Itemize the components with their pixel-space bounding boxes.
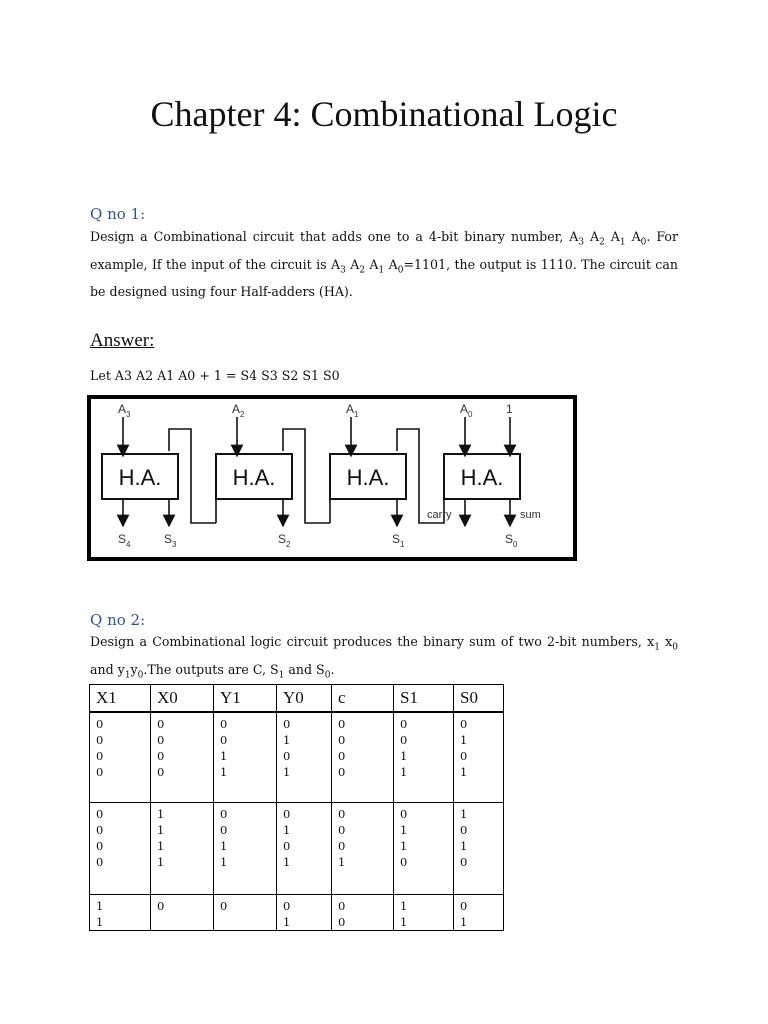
table-row xyxy=(90,803,504,895)
header-y1: Y1 xyxy=(214,685,277,713)
output-label-s4: $S_4$ xyxy=(118,532,131,549)
table-cell: 0 1 0 1 xyxy=(277,803,332,895)
input-label-a2: $A_2$ xyxy=(232,402,245,419)
table-cell: 0 0 0 0 xyxy=(151,712,214,803)
ha-label-1: H.A. xyxy=(118,465,162,490)
answer-equation: Let A3 A2 A1 A0 + 1 = S4 S3 S2 S1 S0 xyxy=(90,368,340,383)
question-1-heading: Q no 1: xyxy=(90,205,146,223)
table-header-row xyxy=(90,685,504,713)
header-s1: S1 xyxy=(394,685,454,713)
half-adder-circuit xyxy=(91,399,573,557)
header-c: c xyxy=(332,685,394,713)
question-1-text: Design a Combinational circuit that adds one to a 4-bit binary number, $A_3$ $A_2$ $A_1$ $A_0$. For example, If the input of the circuit is $A_3$ $A_2$ $A_1$ $A_0=1101$, the output is 1110. The circuit can be designed using four Half-adders (HA). xyxy=(90,229,678,300)
table-cell: 0 0 xyxy=(332,895,394,931)
output-label-s1: $S_1$ xyxy=(392,532,405,549)
table-cell: 0 1 0 1 xyxy=(454,712,504,803)
table-cell: 1 0 1 0 xyxy=(454,803,504,895)
ha-label-2: H.A. xyxy=(232,465,276,490)
table-cell: 0 0 0 1 xyxy=(332,803,394,895)
table-cell: 0 1 0 1 xyxy=(277,712,332,803)
input-label-one: 1 xyxy=(506,402,513,416)
table-cell: 1 1 1 1 xyxy=(151,803,214,895)
question-2-text: Design a Combinational logic circuit produces the binary sum of two 2-bit numbers, $x_1$ $x_0$ and $y_1y_0.The$ outputs are C, $S_1$ and $S_0$. xyxy=(90,634,678,681)
carry-label: carry xyxy=(427,509,452,521)
input-label-a1: $A_1$ xyxy=(346,402,359,419)
input-label-a0: $A_0$ xyxy=(460,402,473,419)
table-cell: 1 1 xyxy=(90,895,151,931)
table-cell: 1 1 xyxy=(394,895,454,931)
table-row xyxy=(90,712,504,803)
table-cell: 0 0 1 1 xyxy=(394,712,454,803)
ha-label-3: H.A. xyxy=(346,465,390,490)
output-label-s3: $S_3$ xyxy=(164,532,177,549)
table-cell: 0 0 1 1 xyxy=(214,712,277,803)
table-cell: 0 0 0 0 xyxy=(90,803,151,895)
table-cell: 0 xyxy=(214,895,277,931)
table-cell: 0 0 1 1 xyxy=(214,803,277,895)
table-row xyxy=(90,895,504,931)
table-cell: 0 1 1 0 xyxy=(394,803,454,895)
page-title: Chapter 4: Combinational Logic xyxy=(150,94,618,134)
question-2-heading: Q no 2: xyxy=(90,611,146,629)
header-x0: X0 xyxy=(151,685,214,713)
table-cell: 0 1 xyxy=(277,895,332,931)
ha-label-4: H.A. xyxy=(460,465,504,490)
header-y0: Y0 xyxy=(277,685,332,713)
output-label-s2: $S_2$ xyxy=(278,532,291,549)
input-label-a3: $A_3$ xyxy=(118,402,131,419)
sum-label: sum xyxy=(520,509,541,521)
table-cell: 0 xyxy=(151,895,214,931)
header-s0: S0 xyxy=(454,685,504,713)
table-cell: 0 0 0 0 xyxy=(332,712,394,803)
truth-table xyxy=(89,684,504,931)
output-label-s0: $S_0$ xyxy=(505,532,518,549)
table-cell: 0 1 xyxy=(454,895,504,931)
table-cell: 0 0 0 0 xyxy=(90,712,151,803)
half-adder-diagram xyxy=(87,395,577,561)
header-x1: X1 xyxy=(90,685,151,713)
answer-heading: Answer: xyxy=(90,330,155,351)
